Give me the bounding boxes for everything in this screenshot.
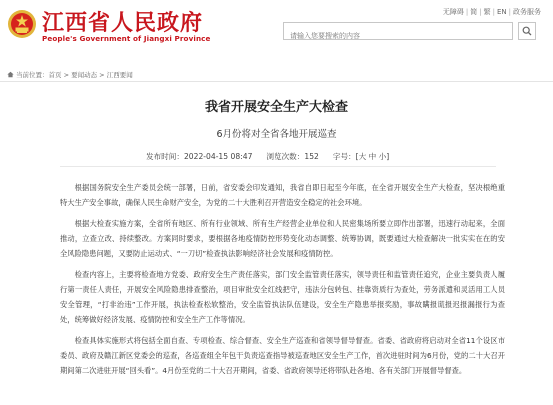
top-links — [443, 7, 541, 17]
article-meta — [146, 151, 389, 162]
views-count: 152 — [304, 152, 319, 161]
accessibility-link[interactable]: 无障碍 — [442, 8, 464, 16]
header-divider — [0, 81, 553, 82]
article-paragraph: 根据国务院安全生产委员会统一部署，日前，省安委会印发通知，我省自即日起至今年底，在全省开展安全生产大检查，坚决根绝重特大生产安全事故，确保人民生命财产安全，为党的二十大胜利召开营造安全稳定的社会环境。 — [60, 183, 505, 207]
meta-divider — [60, 166, 496, 167]
link-separator: | — [465, 8, 469, 16]
link-separator: | — [479, 8, 482, 16]
article-paragraph: 检查内容上，主要将检查地方党委、政府安全生产责任落实，部门安全监管责任落实，领导责任和监管责任追究，企业主要负责人履行第一责任人责任，开展安全风险隐患排查整治，项目审批安全红线把守，违法分包转包、挂靠资质行为查处，劳务派遣和灵活用工人员安全管理，“打非治违”工作开展，执法检查松软整治，安全监管执法队伍建设，安全生产隐患举报奖励，事故瞒报谎报迟报漏报行为查处，统筹做好经济发展、疫情防控和安全生产工作等情况。 — [60, 270, 505, 324]
home-icon — [7, 71, 14, 78]
search-box — [283, 22, 513, 40]
search-icon — [522, 26, 532, 36]
english-link[interactable]: EN — [496, 8, 507, 16]
article-body — [60, 180, 505, 384]
fontsize-label: 字号： — [332, 152, 356, 161]
search-button[interactable] — [518, 22, 536, 40]
article-title: 我省开展安全生产大检查 — [204, 100, 348, 115]
breadcrumb-separator: > — [61, 71, 72, 79]
site-title[interactable]: 江西省人民政府 — [42, 11, 204, 36]
views-label: 浏览次数： — [266, 152, 305, 161]
link-separator: | — [508, 8, 511, 16]
breadcrumb — [7, 70, 133, 79]
traditional-chinese-link[interactable]: 繁 — [483, 8, 491, 16]
breadcrumb-label: 当前位置： — [16, 71, 49, 79]
breadcrumb-item-jiangxi-news[interactable]: 江西要闻 — [106, 71, 133, 79]
breadcrumb-item-home[interactable]: 首页 — [48, 71, 62, 79]
gov-services-link[interactable]: 政务服务 — [513, 8, 541, 16]
publish-label: 发布时间： — [146, 152, 184, 161]
breadcrumb-item-news[interactable]: 要闻动态 — [71, 71, 98, 79]
publish-time: 2022-04-15 08:47 — [183, 152, 253, 161]
breadcrumb-separator: > — [97, 71, 107, 79]
fontsize-selector[interactable]: [大 中 小] — [355, 152, 390, 161]
article-paragraph: 根据大检查实施方案，全省所有地区、所有行业领域、所有生产经营企业单位和人民密集场所要立即作出部署，迅速行动起来，全面推动，立查立改、持续整改。方案同时要求，要根据各地疫情防控形势变化动态调整、统筹协调，既要通过大检查解决一批实实在在的安全风险隐患问题，又要防止运动式、“一刀切”检查执法影响经济社会发展和疫情防控。 — [60, 219, 505, 258]
national-emblem-icon[interactable] — [7, 9, 37, 39]
simplified-chinese-link[interactable]: 简 — [470, 8, 478, 16]
article-paragraph: 检查具体实施形式将包括全面自查、专项检查、综合督查、安全生产巡查和省领导督导督查。省委、省政府将启动对全省11个设区市委员、政府及赣江新区党委会的巡查，各巡查组全年包干负责巡查指导被巡查地区安全生产工作，首次进驻时间为6月份，党的二十大召开期间第二次进驻开展“回头看”。4月份至党的二十大召开期间，省委、省政府领导还将带队赴各地、各有关部门开展督导督查。 — [60, 336, 505, 375]
article-subtitle: 6月份将对全省各地开展巡查 — [216, 129, 337, 140]
site-header — [0, 0, 553, 58]
search-input[interactable] — [284, 28, 490, 44]
site-subtitle: People's Government of Jiangxi Province — [42, 34, 211, 43]
link-separator: | — [492, 8, 495, 16]
